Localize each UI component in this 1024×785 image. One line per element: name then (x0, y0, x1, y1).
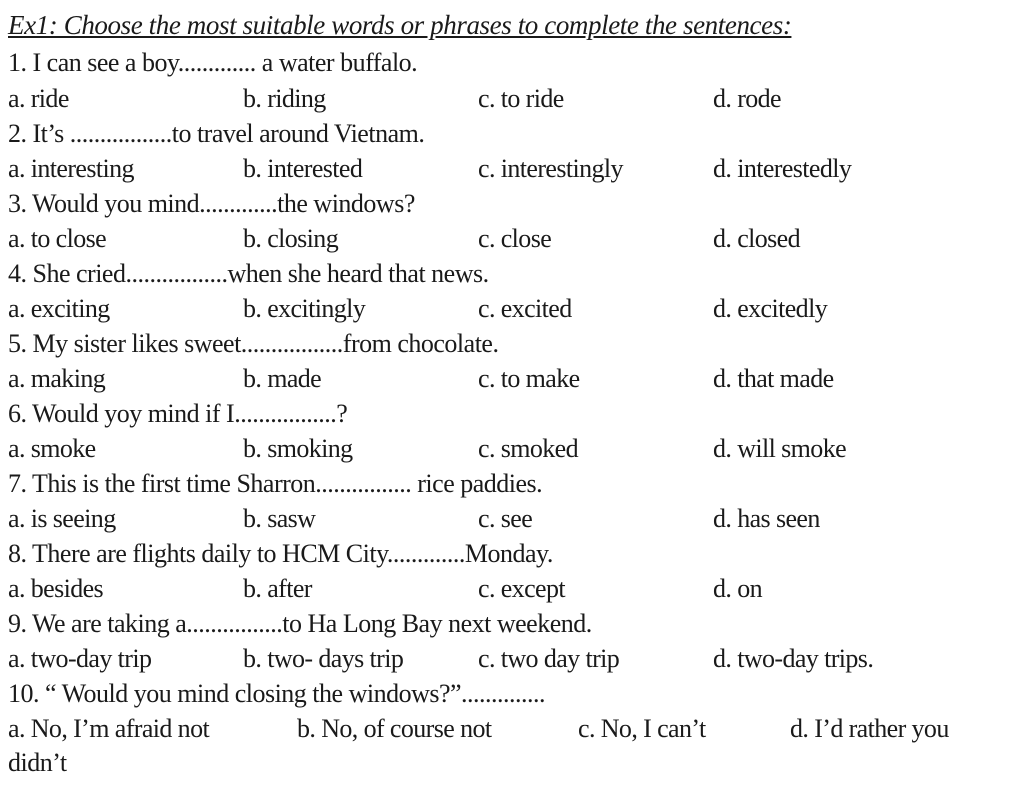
options-row-2 (0, 154, 1024, 188)
option-d: d. on (713, 574, 763, 603)
option-c: c. interestingly (478, 154, 623, 183)
option-c: c. two day trip (478, 644, 620, 673)
option-d: d. rode (713, 84, 781, 113)
option-d: d. two-day trips. (713, 644, 874, 673)
question-1: 1. I can see a boy............. a water buffalo. (8, 48, 418, 77)
option-a: a. to close (8, 224, 107, 253)
question-5: 5. My sister likes sweet.................from chocolate. (8, 329, 499, 358)
option-c: c. No, I can’t (578, 714, 706, 743)
options-row-4 (0, 294, 1024, 328)
option-b: b. after (243, 574, 312, 603)
options-row-5 (0, 364, 1024, 398)
options-row-6 (0, 434, 1024, 468)
option-b: b. No, of course not (297, 714, 492, 743)
options-row-10 (0, 714, 1024, 748)
options-row-9 (0, 644, 1024, 678)
question-8: 8. There are flights daily to HCM City.............Monday. (8, 539, 553, 568)
options-row-7 (0, 504, 1024, 538)
option-d: d. closed (713, 224, 801, 253)
question-3: 3. Would you mind.............the windows? (8, 189, 415, 218)
option-c: c. excited (478, 294, 572, 323)
option-b: b. smoking (243, 434, 353, 463)
options-row-1 (0, 84, 1024, 118)
option-a: a. No, I’m afraid not (8, 714, 210, 743)
option-a: a. making (8, 364, 106, 393)
option-b: b. interested (243, 154, 363, 183)
option-a: a. exciting (8, 294, 110, 323)
question-2: 2. It’s .................to travel around Vietnam. (8, 119, 425, 148)
option-a: a. two-day trip (8, 644, 152, 673)
option-c: c. except (478, 574, 565, 603)
option-d: d. will smoke (713, 434, 847, 463)
options-row-3 (0, 224, 1024, 258)
option-a: a. ride (8, 84, 69, 113)
option-b: b. excitingly (243, 294, 366, 323)
option-d: d. has seen (713, 504, 820, 533)
question-10: 10. “ Would you mind closing the windows?”.............. (8, 679, 546, 708)
option-a: a. interesting (8, 154, 134, 183)
option-a: a. smoke (8, 434, 96, 463)
option-b: b. riding (243, 84, 326, 113)
options-row-8 (0, 574, 1024, 608)
option-b: b. two- days trip (243, 644, 404, 673)
question-9: 9. We are taking a................to Ha Long Bay next weekend. (8, 609, 592, 638)
exercise-title: Ex1: Choose the most suitable words or phrases to complete the sentences: (8, 10, 792, 40)
option-a: a. besides (8, 574, 104, 603)
option-d: d. I’d rather you (790, 714, 949, 743)
option-b: b. closing (243, 224, 339, 253)
question-6: 6. Would yoy mind if I.................? (8, 399, 348, 428)
question-7: 7. This is the first time Sharron................ rice paddies. (8, 469, 543, 498)
option-d-continuation: didn’t (8, 748, 67, 777)
option-b: b. sasw (243, 504, 316, 533)
option-c: c. to make (478, 364, 580, 393)
option-d: d. interestedly (713, 154, 852, 183)
option-c: c. smoked (478, 434, 579, 463)
question-4: 4. She cried.................when she heard that news. (8, 259, 489, 288)
option-c: c. close (478, 224, 552, 253)
option-d: d. excitedly (713, 294, 828, 323)
option-a: a. is seeing (8, 504, 116, 533)
option-b: b. made (243, 364, 322, 393)
option-d: d. that made (713, 364, 834, 393)
option-c: c. to ride (478, 84, 564, 113)
option-c: c. see (478, 504, 533, 533)
